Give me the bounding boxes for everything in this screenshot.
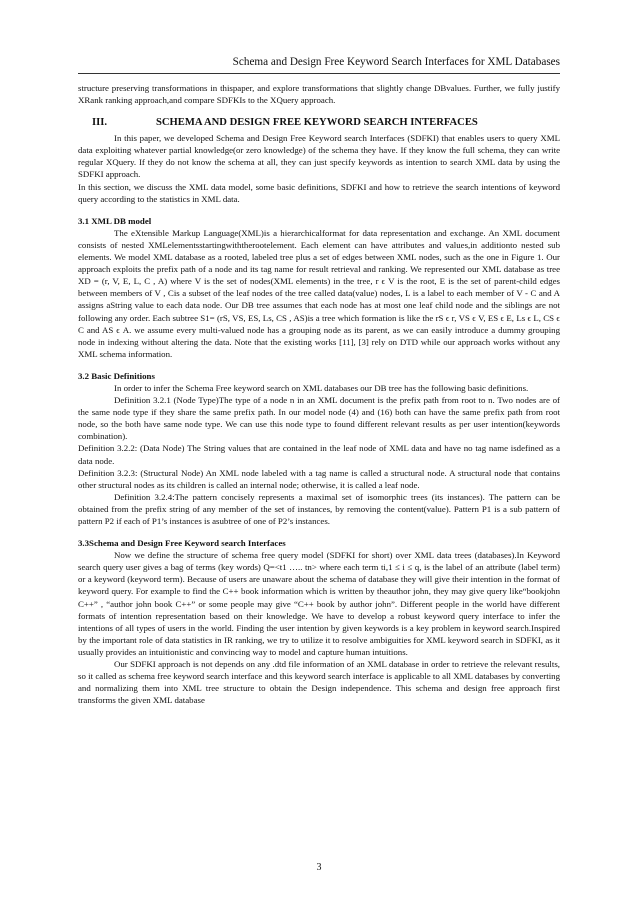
definition-paragraph: Definition 3.2.3: (Structural Node) An XML node labeled with a tag name is called a structural node. A structural node that contains other structural nodes as its children is called an internal node; otherwise, it is called a leaf node. bbox=[78, 467, 560, 490]
definition-paragraph: Definition 3.2.1 (Node Type)The type of a node n in an XML document is the prefix path from root to n. Two nodes are of the same node type if they share the same prefix path. In our model node (4) and (16) both can have the same prefix path from root node, so the both have same node type. We can use this node type to found different relevant results as per user intention(keywords combination). bbox=[78, 395, 560, 442]
section-paragraph: In this paper, we developed Schema and Design Free Keyword search Interfaces (SDFKI) that enables users to query XML data exploiting whatever partial knowledge(or zero knowledge) of the schema they have. If they know the full schema, they can write regular XQuery. If they do not know the schema at all, they can just specify keywords as intention to search XML data by using the SDFKI approach. bbox=[78, 133, 560, 180]
subsection-heading: 3.2 Basic Definitions bbox=[78, 370, 155, 381]
section-paragraph: In this section, we discuss the XML data model, some basic definitions, SDFKI and how to retrieve the search intentions of keyword query according to the statistics in XML data. bbox=[78, 181, 560, 204]
section-number: III. bbox=[92, 117, 108, 129]
section-title: SCHEMA AND DESIGN FREE KEYWORD SEARCH INTERFACES bbox=[156, 117, 478, 129]
subsection-paragraph: The eXtensible Markup Language(XML)is a hierarchicalformat for data representation and exchange. An XML document consists of nested XMLelementsstartingwiththerootelement. Each element can have attributes and values,in additionto nested sub elements. We model XML database as a rooted, labeled tree plus a set of edges between XML nodes, such as the one in Figure 1. Our approach exploits the prefix path of a node and its tag name for result retrieval and ranking. We represented our XML database as tree XD = (r, V, E, L, C , A) where V is the set of nodes(XML elements) in the tree, r ϵ V is the root, E is the set of parent-child edges between members of V , Cis a subset of the leaf nodes of the tree called data(value) nodes, L is a label to each member of V - C and A assigns aString value to each data node. Our DB tree assumes that each node has at most one leaf child node and the siblings are not following any order. Each subtree S1= (rS, VS, ES, Ls, CS , AS)is a tree which formation is like the rS ϵ r, VS ϵ V, ES ϵ E, Ls ϵ L, CS ϵ C and AS ϵ A. we assume every multi-valued node has a grouping node as its parent, as we can easily introduce a dummy grouping node in indexing without altering the data. Note that the existing works [11], [3] rely on DTD while our approach works without any XML schema information. bbox=[78, 227, 560, 359]
page-body bbox=[78, 82, 560, 706]
intro-paragraph: structure preserving transformations in thispaper, and explore transformations that slightly change DBvalues. Further, we fully justify XRank ranking approach,and compare SDFKIs to the XQuery approach. bbox=[78, 83, 560, 106]
subsection-heading: 3.3Schema and Design Free Keyword search Interfaces bbox=[78, 538, 286, 549]
definition-paragraph: Definition 3.2.4:The pattern concisely represents a maximal set of isomorphic trees (its instances). The pattern can be obtained from the prefix string of any member of the set of instances, by removing the content(value). Pattern P1 is a sub pattern of pattern P2 if each of P1’s instances is asubtree of one of P2’s instances. bbox=[78, 491, 560, 526]
subsection-heading: 3.1 XML DB model bbox=[78, 215, 152, 226]
subsection-paragraph: Our SDFKI approach is not depends on any .dtd file information of an XML database in order to retrieve the relevant results, so it called as schema free keyword search interface and this keyword search interface is applicable to all XML databases by converting and normalizing them into XML tree structure to obtain the Design independence. This schema and design free approach first transforms the given XML database bbox=[78, 659, 560, 706]
definition-paragraph: Definition 3.2.2: (Data Node) The String values that are contained in the leaf node of XML data and have no tag name isdefined as a data node. bbox=[78, 443, 560, 466]
header-rule bbox=[78, 73, 560, 74]
subsection-paragraph: Now we define the structure of schema free query model (SDFKI for short) over XML data trees (databases).In Keyword search query user gives a bag of terms (key words) Q=<t1 ….. tn> where each term ti,1 ≤ i ≤ q, is the label of an attribute (label term) or a keyword (keyword term). Because of users are unaware about the schema of database they will give their intention in the format of keyword query. For example to find the C++ book information which is written by theauthor john, they may give query like“bookjohn C++” , “author john book C++” or some people may give “C++ book by author john”. Different people in the world have different formats of intention representation based on their knowledge. We have to develop a robust keyword query interface to infer the intentions of all types of users in the world. Finding the user intention by given keywords is a key problem in keyword search.Inspired by the important role of data statistics in IR ranking, we try to utilize it to resolve ambiguities for XML keyword search in SDFKI, as it usually provides an intuitionistic and convincing way to model and capture human intuitions. bbox=[78, 550, 560, 657]
section-heading bbox=[78, 116, 560, 129]
subsection-paragraph: In order to infer the Schema Free keyword search on XML databases our DB tree has the following basic definitions. bbox=[114, 382, 529, 393]
running-header: Schema and Design Free Keyword Search Interfaces for XML Databases bbox=[232, 56, 560, 68]
page-number: 3 bbox=[316, 862, 322, 873]
